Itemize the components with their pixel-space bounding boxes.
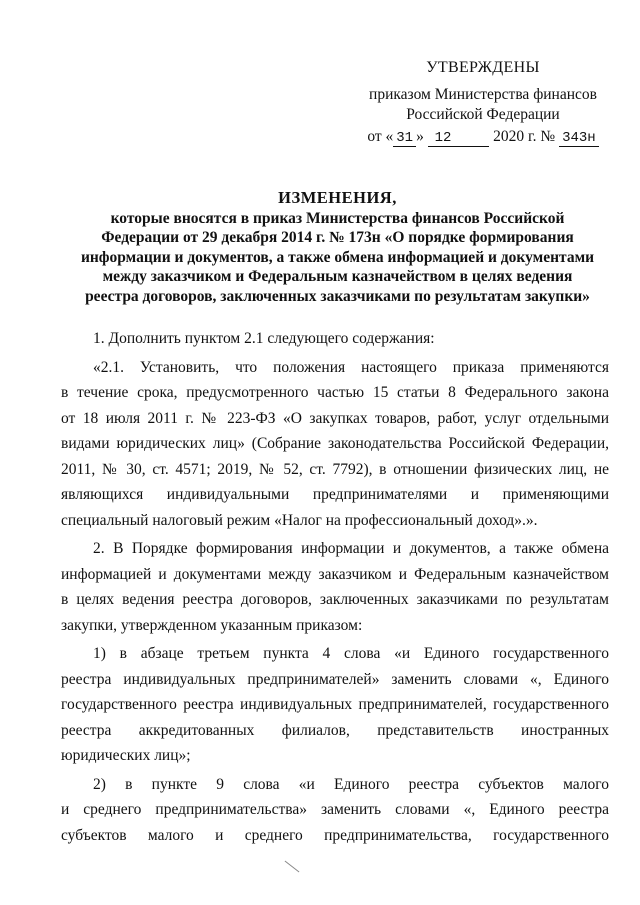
paragraph-line: субъектов малого и среднего предпринимательства, государственного bbox=[61, 826, 609, 844]
paragraph-line: государственного реестра индивидуальных предпринимателей, государственного bbox=[61, 696, 609, 713]
paragraph-line: специальный налоговый режим «Налог на профессиональный доход».». bbox=[61, 511, 538, 529]
date-month-blank bbox=[428, 129, 490, 147]
paragraph-line: в целях ведения реестра договоров, заключенных заказчиками по результатам bbox=[61, 591, 609, 608]
title-main: ИЗМЕНЕНИЯ, bbox=[278, 188, 397, 207]
paragraph-3 bbox=[61, 536, 609, 638]
paragraph-line: информацией и документами между заказчиком и Федеральным казначейством bbox=[61, 565, 609, 583]
paragraph-line: и среднего предпринимательства» заменить словами «, Единого реестра bbox=[61, 801, 609, 818]
approval-date-line bbox=[358, 127, 608, 147]
title-line: реестра договоров, заключенных заказчиками по результатам закупки» bbox=[85, 287, 590, 305]
paragraph-line: 2) в пункте 9 слова «и Единого реестра субъектов малого bbox=[93, 775, 609, 793]
document-body bbox=[61, 326, 609, 848]
paragraph-line: «2.1. Установить, что положения настоящего приказа применяются bbox=[93, 358, 609, 376]
paragraph-line: 2. В Порядке формирования информации и документов, а также обмена bbox=[93, 540, 609, 557]
paragraph-line: закупки, утвержденном указанным приказом: bbox=[61, 616, 363, 634]
date-day-close: » bbox=[416, 128, 424, 145]
scan-artifact-mark bbox=[285, 861, 300, 873]
date-day: 31 bbox=[393, 131, 416, 147]
paragraph-4 bbox=[61, 641, 609, 769]
paragraph-5 bbox=[61, 772, 609, 849]
title-line: которые вносятся в приказ Министерства финансов Российской bbox=[110, 209, 565, 227]
document-title bbox=[80, 188, 595, 306]
approval-heading: УТВЕРЖДЕНЫ bbox=[426, 59, 540, 76]
paragraph-line: являющихся индивидуальными предпринимателями и применяющими bbox=[61, 486, 609, 503]
paragraph-line: видами юридических лиц» (Собрание законодательства Российской Федерации, bbox=[61, 435, 609, 452]
paragraph-line: юридических лиц»; bbox=[61, 747, 191, 764]
date-year: 2020 г. № bbox=[493, 128, 556, 145]
paragraph-line: реестра индивидуальных предпринимателей» заменить словами «, Единого bbox=[61, 670, 609, 688]
approval-line-country: Российской Федерации bbox=[406, 106, 560, 123]
paragraph-line: 2011, № 30, ст. 4571; 2019, № 52, ст. 7792), в отношении физических лиц, не bbox=[61, 460, 609, 478]
date-month: 12 bbox=[434, 130, 452, 146]
paragraph-line: 1) в абзаце третьем пункта 4 слова «и Единого государственного bbox=[93, 645, 609, 662]
approval-stamp bbox=[358, 58, 608, 147]
paragraph-line: реестра аккредитованных филиалов, представительств иностранных bbox=[61, 721, 609, 739]
title-line: информации и документов, а также обмена информацией и документами bbox=[80, 248, 595, 266]
paragraph-1: 1. Дополнить пунктом 2.1 следующего содержания: bbox=[93, 330, 435, 347]
paragraph-line: в течение срока, предусмотренного частью 15 статьи 8 Федерального закона bbox=[61, 384, 609, 401]
paragraph-2 bbox=[61, 355, 609, 534]
title-line: Федерации от 29 декабря 2014 г. № 173н «О порядке формирования bbox=[101, 229, 574, 246]
approval-line-ministry: приказом Министерства финансов bbox=[369, 86, 597, 103]
paragraph-line: от 18 июля 2011 г. № 223-ФЗ «О закупках товаров, работ, услуг отдельными bbox=[61, 409, 609, 427]
date-prefix: от « bbox=[367, 128, 394, 145]
order-number: 343н bbox=[559, 131, 599, 147]
title-line: между заказчиком и Федеральным казначейством в целях ведения bbox=[102, 268, 573, 285]
